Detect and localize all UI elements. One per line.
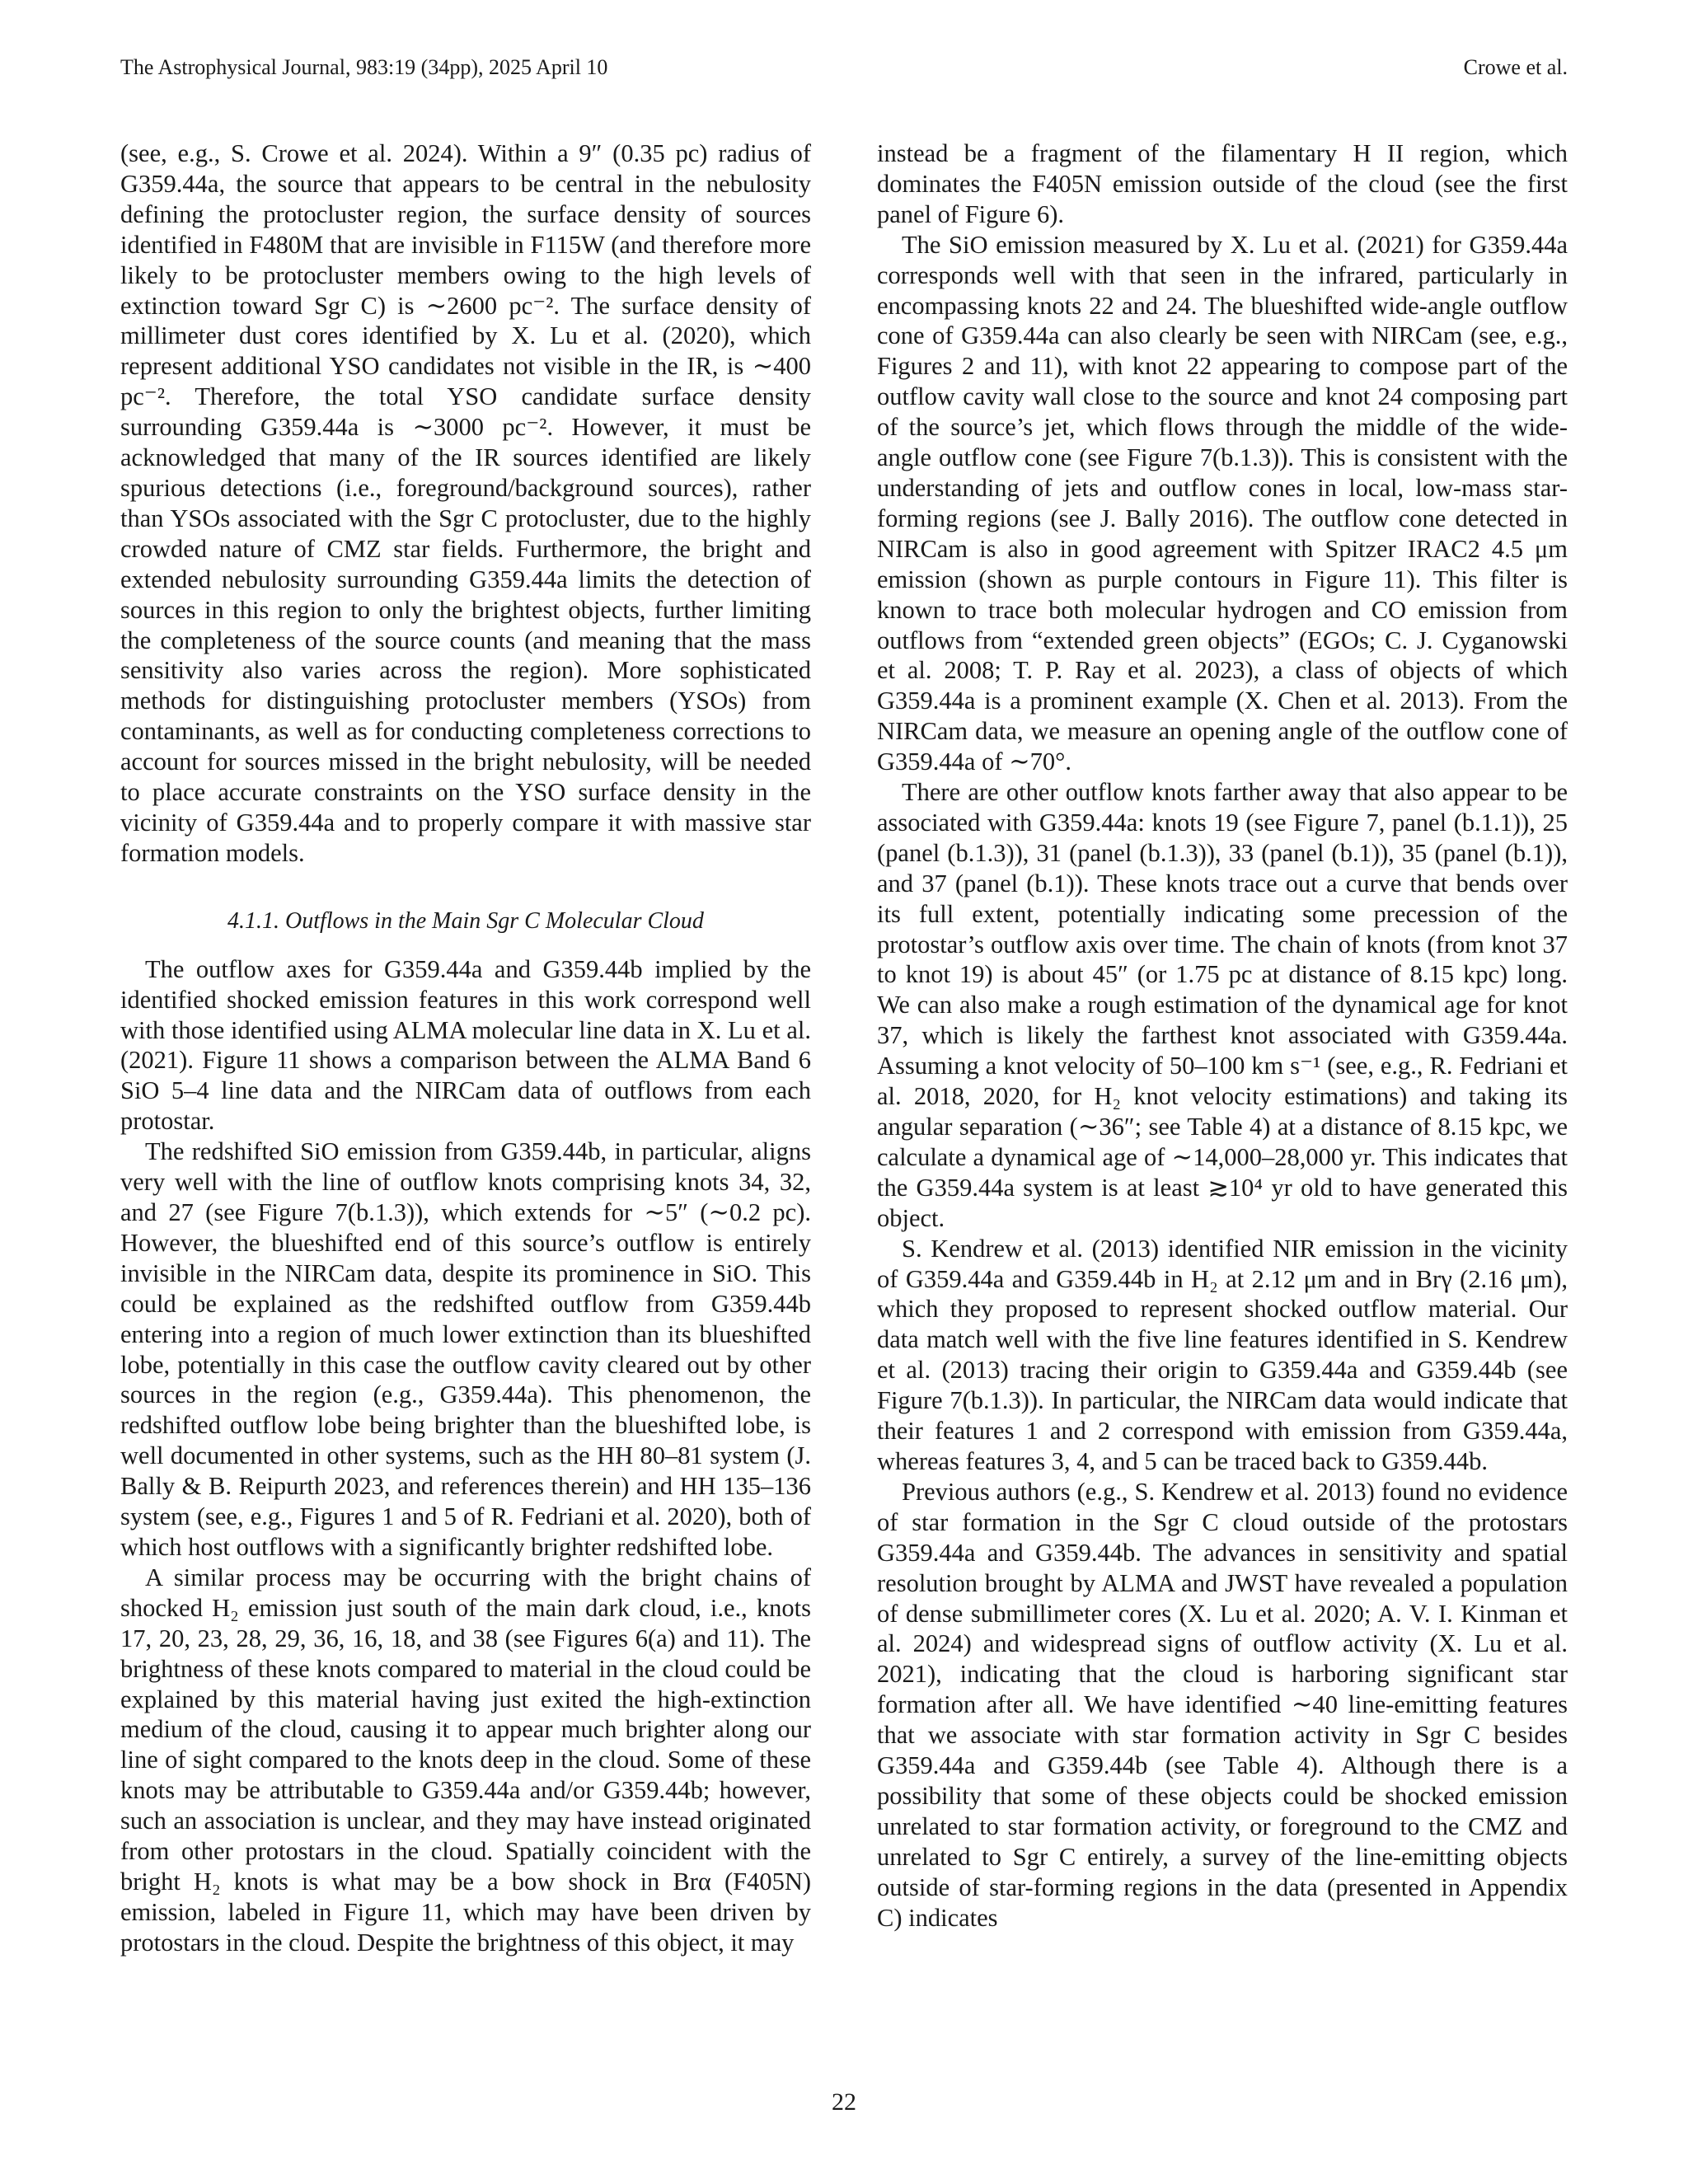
paragraph: There are other outflow knots farther away that also appear to be associated with G359.44a: knots 19 (see Figure 7, panel (b.1.1)), 25 (panel (b.1.3)), 31 (panel (b.1.3)), 33 (panel (b.1)), 35 (panel (b.1)), and 37 (panel (b.1)). These knots trace out a curve that bends over its full extent, potentially indicating some precession of the protostar’s outflow axis over time. The chain of knots (from knot 37 to knot 19) is about 45″ (or 1.75 pc at distance of 8.15 kpc) long. We can also make a rough estimation of the dynamical age for knot 37, which is likely the farthest knot associated with G359.44a. Assuming a knot velocity of 50–100 km s⁻¹ (see, e.g., R. Fedriani et al. 2018, 2020, for H₂ knot velocity estimations) and taking its angular separation (∼36″; see Table 4) at a distance of 8.15 kpc, we calculate a dynamical age of ∼14,000–28,000 yr. This indicates that the G359.44a system is at least ≳10⁴ yr old to have generated this object.	[877, 778, 1568, 1232]
paragraph: Previous authors (e.g., S. Kendrew et al. 2013) found no evidence of star formation in the Sgr C cloud outside of the protostars G359.44a and G359.44b. The advances in sensitivity and spatial resolution brought by ALMA and JWST have revealed a population of dense submillimeter cores (X. Lu et al. 2020; A. V. I. Kinman et al. 2024) and widespread signs of outflow activity (X. Lu et al. 2021), indicating that the cloud is harboring significant star formation after all. We have identified ∼40 line-emitting features that we associate with star formation activity in Sgr C besides G359.44a and G359.44b (see Table 4). Although there is a possibility that some of these objects could be shocked emission unrelated to star formation activity, or foreground to the CMZ and unrelated to Sgr C entirely, a survey of the line-emitting objects outside of star-forming regions in the data (presented in Appendix C) indicates	[877, 1477, 1568, 1932]
paragraph: instead be a fragment of the filamentary H II region, which dominates the F405N emission outside of the cloud (see the first panel of Figure 6).	[877, 139, 1568, 228]
paragraph: The outflow axes for G359.44a and G359.44b implied by the identified shocked emission features in this work correspond well with those identified using ALMA molecular line data in X. Lu et al. (2021). Figure 11 shows a comparison between the ALMA Band 6 SiO 5–4 line data and the NIRCam data of outflows from each protostar.	[120, 954, 811, 1136]
section-heading: 4.1.1. Outflows in the Main Sgr C Molecular Cloud	[227, 907, 704, 934]
page-number: 22	[832, 2088, 856, 2116]
paragraph: The SiO emission measured by X. Lu et al. (2021) for G359.44a corresponds well with that seen in the infrared, particularly in encompassing knots 22 and 24. The blueshifted wide-angle outflow cone of G359.44a can also clearly be seen with NIRCam (see, e.g., Figures 2 and 11), with knot 22 appearing to compose part of the outflow cavity wall close to the source and knot 24 composing part of the source’s jet, which flows through the middle of the wide-angle outflow cone (see Figure 7(b.1.3)). This is consistent with the understanding of jets and outflow cones in local, low-mass star-forming regions (see J. Bally 2016). The outflow cone detected in NIRCam is also in good agreement with Spitzer IRAC2 4.5 μm emission (shown as purple contours in Figure 11). This filter is known to trace both molecular hydrogen and CO emission from outflows from “extended green objects” (EGOs; C. J. Cyganowski et al. 2008; T. P. Ray et al. 2023), a class of objects of which G359.44a is a prominent example (X. Chen et al. 2013). From the NIRCam data, we measure an opening angle of the outflow cone of G359.44a of ∼70°.	[877, 230, 1568, 776]
left-column	[120, 138, 811, 1958]
paragraph: S. Kendrew et al. (2013) identified NIR emission in the vicinity of G359.44a and G359.44b in H₂ at 2.12 μm and in Brγ (2.16 μm), which they proposed to represent shocked outflow material. Our data match well with the five line features identified in S. Kendrew et al. (2013) tracing their origin to G359.44a and G359.44b (see Figure 7(b.1.3)). In particular, the NIRCam data would indicate that their features 1 and 2 correspond with emission from G359.44a, whereas features 3, 4, and 5 can be traced back to G359.44b.	[877, 1234, 1568, 1475]
running-head	[120, 53, 1568, 82]
paragraph: The redshifted SiO emission from G359.44b, in particular, aligns very well with the line of outflow knots comprising knots 34, 32, and 27 (see Figure 7(b.1.3)), which extends for ∼5″ (∼0.2 pc). However, the blueshifted end of this source’s outflow is entirely invisible in the NIRCam data, despite its prominence in SiO. This could be explained as the redshifted outflow from G359.44b entering into a region of much lower extinction than its blueshifted lobe, potentially in this case the outflow cavity cleared out by other sources in the region (e.g., G359.44a). This phenomenon, the redshifted outflow lobe being brighter than the blueshifted lobe, is well documented in other systems, such as the HH 80–81 system (J. Bally & B. Reipurth 2023, and references therein) and HH 135–136 system (see, e.g., Figures 1 and 5 of R. Fedriani et al. 2020), both of which host outflows with a significantly brighter redshifted lobe.	[120, 1137, 811, 1561]
paragraph: A similar process may be occurring with the bright chains of shocked H₂ emission just south of the main dark cloud, i.e., knots 17, 20, 23, 28, 29, 36, 16, 18, and 38 (see Figures 6(a) and 11). The brightness of these knots compared to material in the cloud could be explained by this material having just exited the high-extinction medium of the cloud, causing it to appear much brighter along our line of sight compared to the knots deep in the cloud. Some of these knots may be attributable to G359.44a and/or G359.44b; however, such an association is unclear, and they may have instead originated from other protostars in the cloud. Spatially coincident with the bright H₂ knots is what may be a bow shock in Brα (F405N) emission, labeled in Figure 11, which may have been driven by protostars in the cloud. Despite the brightness of this object, it may	[120, 1563, 811, 1957]
right-column	[877, 138, 1568, 1933]
journal-citation: The Astrophysical Journal, 983:19 (34pp), 2025 April 10	[120, 55, 608, 79]
paragraph: (see, e.g., S. Crowe et al. 2024). Within a 9″ (0.35 pc) radius of G359.44a, the source that appears to be central in the nebulosity defining the protocluster region, the surface density of sources identified in F480M that are invisible in F115W (and therefore more likely to be protocluster members owing to the high levels of extinction toward Sgr C) is ∼2600 pc⁻². The surface density of millimeter dust cores identified by X. Lu et al. (2020), which represent additional YSO candidates not visible in the IR, is ∼400 pc⁻². Therefore, the total YSO candidate surface density surrounding G359.44a is ∼3000 pc⁻². However, it must be acknowledged that many of the IR sources identified are likely spurious detections (i.e., foreground/background sources), rather than YSOs associated with the Sgr C protocluster, due to the highly crowded nature of CMZ star fields. Furthermore, the bright and extended nebulosity surrounding G359.44a limits the detection of sources in this region to only the brightest objects, further limiting the completeness of the source counts (and meaning that the mass sensitivity also varies across the region). More sophisticated methods for distinguishing protocluster members (YSOs) from contaminants, as well as for conducting completeness corrections to account for sources missed in the bright nebulosity, will be needed to place accurate constraints on the YSO surface density in the vicinity of G359.44a and to properly compare it with massive star formation models.	[120, 139, 811, 867]
running-authors: Crowe et al.	[1463, 55, 1568, 79]
